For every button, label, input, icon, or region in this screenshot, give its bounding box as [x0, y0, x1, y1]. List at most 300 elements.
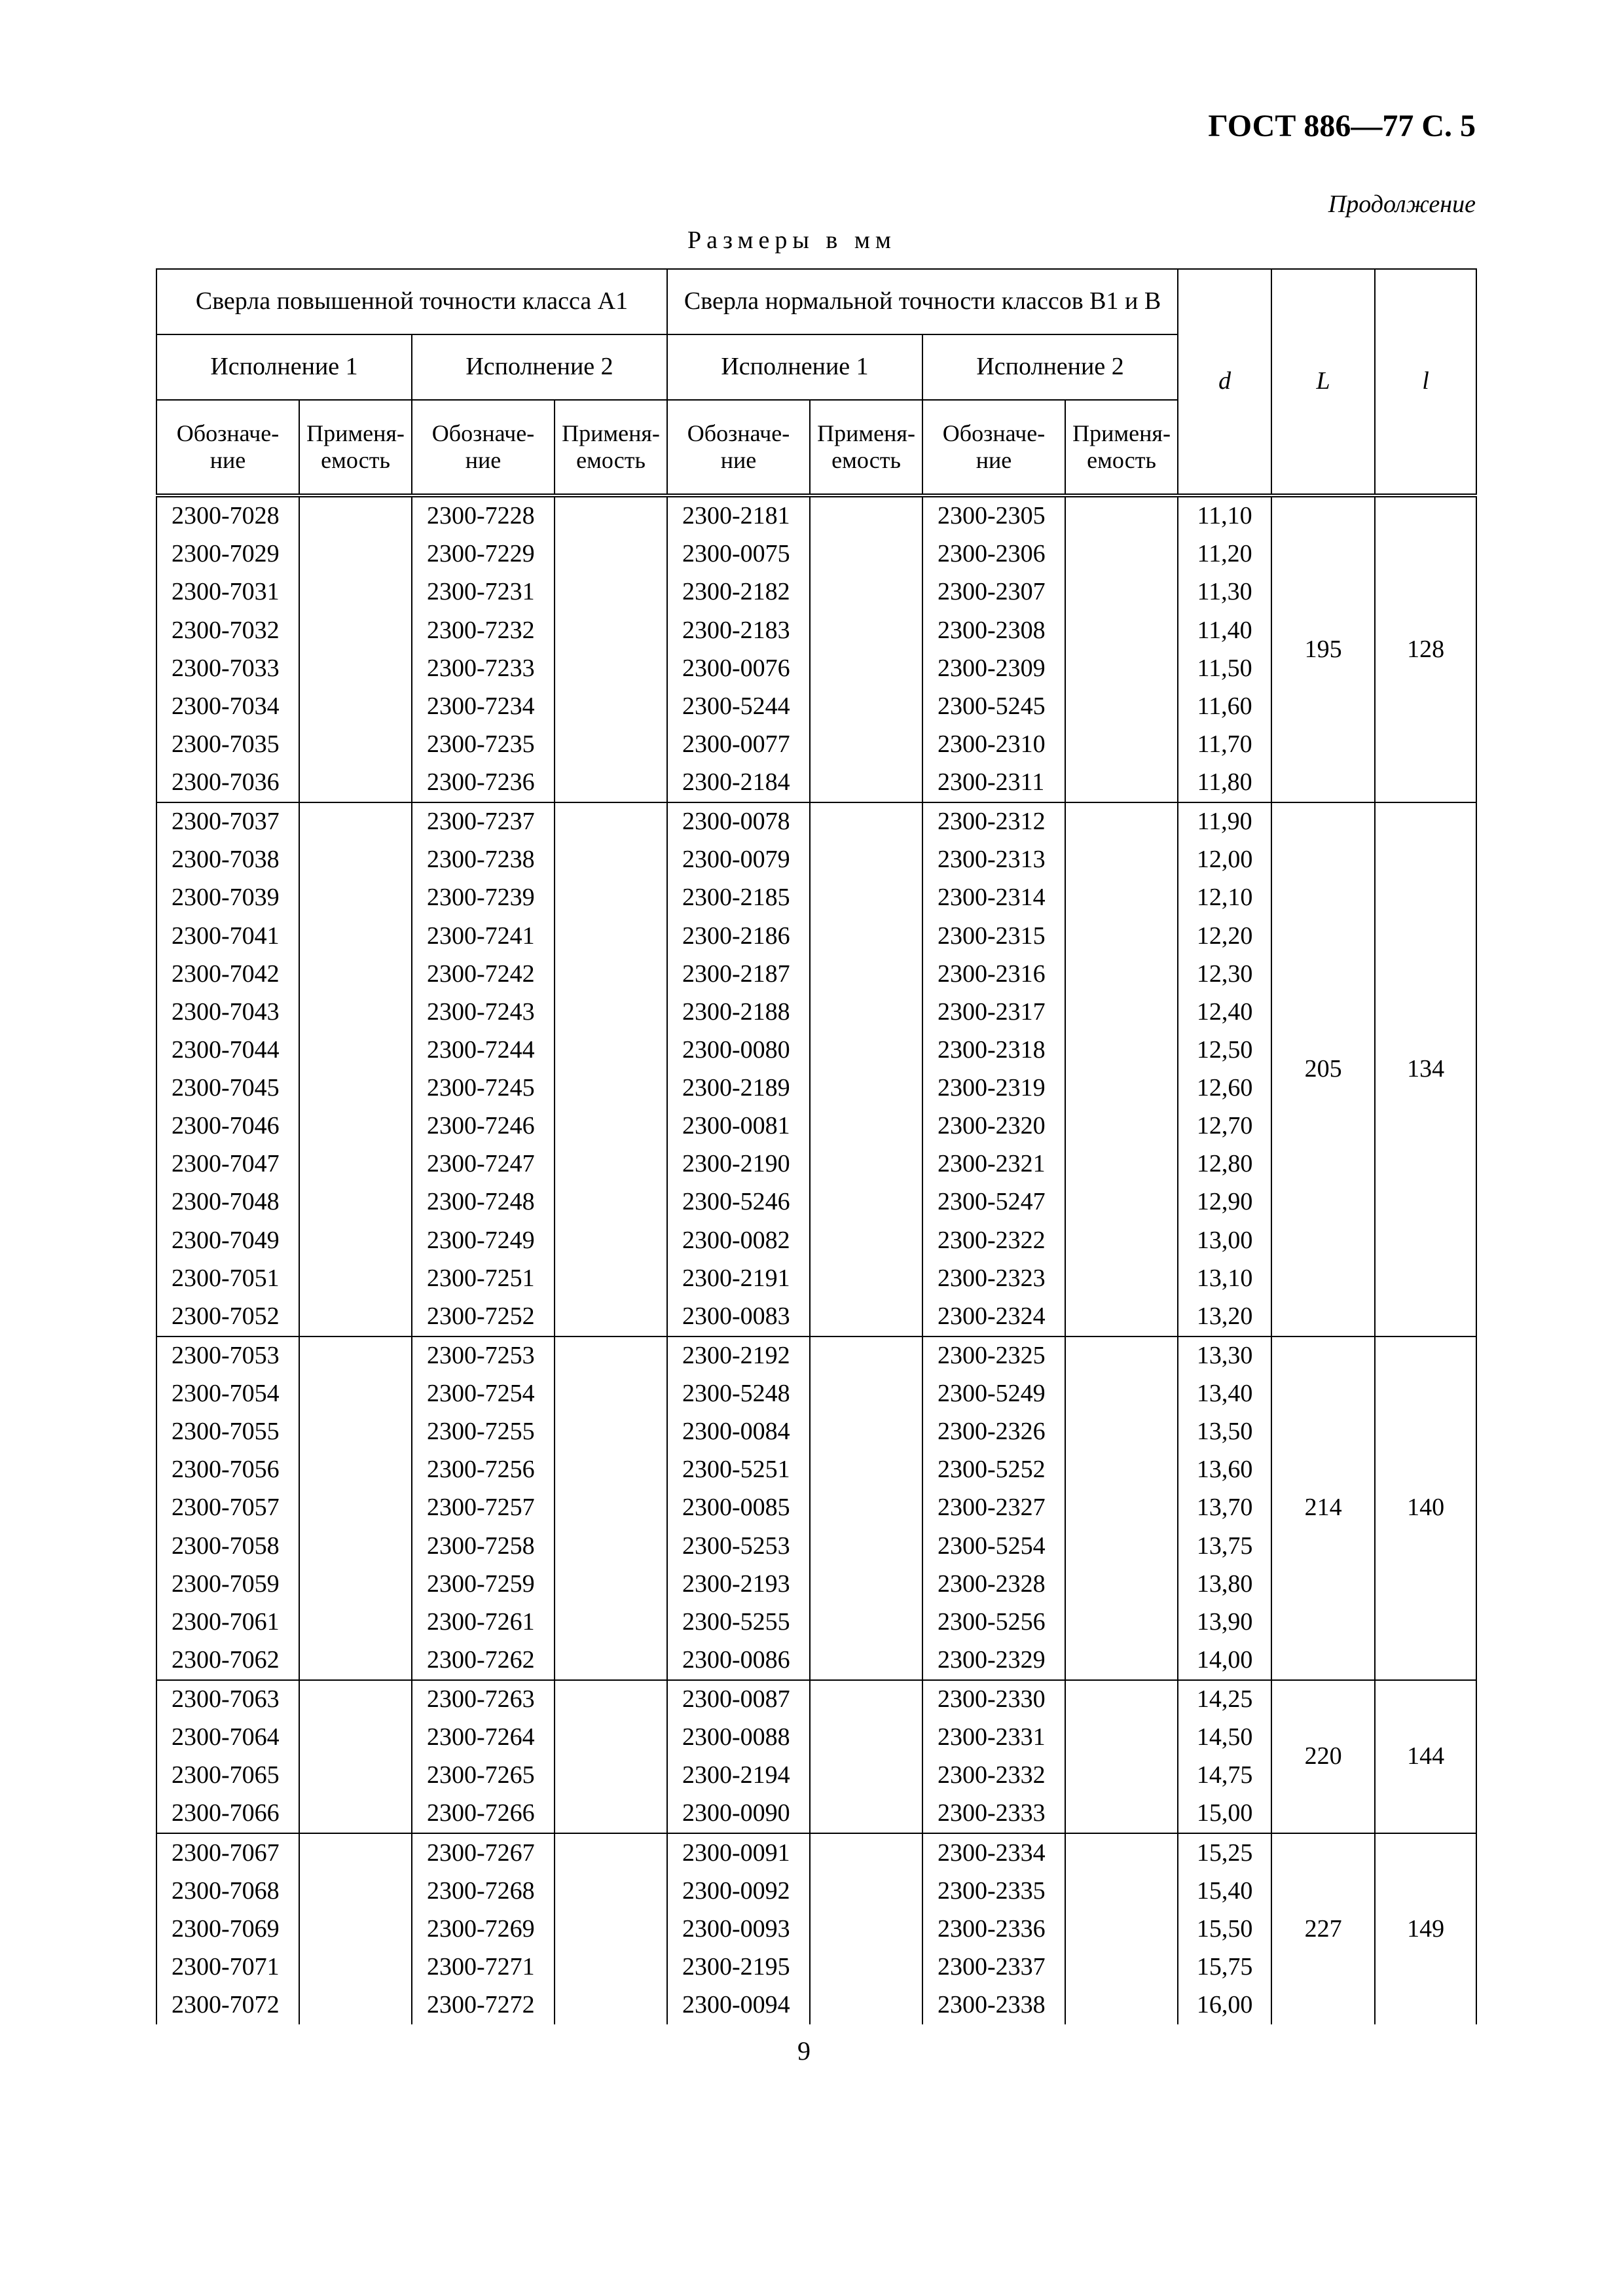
cell-designation-a2: 2300-7263	[412, 1680, 555, 1719]
cell-applicability	[810, 1375, 922, 1413]
cell-applicability	[810, 1948, 922, 1986]
cell-applicability	[810, 1145, 922, 1183]
cell-applicability	[1065, 956, 1178, 994]
cell-designation-b2: 2300-2319	[922, 1069, 1065, 1107]
cell-designation-b2: 2300-2322	[922, 1221, 1065, 1259]
cell-designation-b1: 2300-5251	[667, 1451, 810, 1489]
cell-applicability	[555, 573, 667, 611]
cell-designation-a1: 2300-7047	[156, 1145, 299, 1183]
cell-designation-a2: 2300-7231	[412, 573, 555, 611]
cell-applicability	[299, 650, 412, 688]
cell-designation-b2: 2300-2314	[922, 879, 1065, 917]
cell-designation-b1: 2300-0082	[667, 1221, 810, 1259]
cell-designation-a1: 2300-7053	[156, 1336, 299, 1375]
cell-applicability	[1065, 1489, 1178, 1527]
cell-applicability	[555, 1183, 667, 1221]
cell-designation-a2: 2300-7244	[412, 1031, 555, 1069]
cell-designation-b2: 2300-2335	[922, 1873, 1065, 1910]
cell-designation-a2: 2300-7241	[412, 917, 555, 955]
cell-applicability	[299, 1107, 412, 1145]
cell-applicability	[299, 495, 412, 535]
cell-designation-b1: 2300-2187	[667, 956, 810, 994]
cell-applicability	[810, 1986, 922, 2024]
cell-d: 14,75	[1178, 1757, 1271, 1795]
cell-designation-a2: 2300-7232	[412, 611, 555, 649]
cell-d: 13,40	[1178, 1375, 1271, 1413]
cell-designation-a2: 2300-7233	[412, 650, 555, 688]
cell-designation-a2: 2300-7258	[412, 1527, 555, 1565]
cell-designation-b2: 2300-2331	[922, 1719, 1065, 1757]
cell-d: 13,00	[1178, 1221, 1271, 1259]
header-applicability: Применя- емость	[555, 400, 667, 495]
cell-designation-b1: 2300-2181	[667, 495, 810, 535]
cell-applicability	[299, 1719, 412, 1757]
cell-applicability	[1065, 1680, 1178, 1719]
cell-applicability	[299, 1873, 412, 1910]
cell-designation-a1: 2300-7064	[156, 1719, 299, 1757]
cell-designation-a1: 2300-7038	[156, 841, 299, 879]
cell-d: 13,60	[1178, 1451, 1271, 1489]
cell-designation-b1: 2300-0084	[667, 1413, 810, 1451]
cell-applicability	[555, 1680, 667, 1719]
cell-applicability	[299, 535, 412, 573]
cell-applicability	[810, 1260, 922, 1298]
cell-designation-b2: 2300-2308	[922, 611, 1065, 649]
header-b-exec2: Исполнение 2	[922, 334, 1178, 400]
cell-applicability	[299, 1833, 412, 1872]
cell-designation-a2: 2300-7245	[412, 1069, 555, 1107]
cell-applicability	[299, 1145, 412, 1183]
cell-designation-a2: 2300-7265	[412, 1757, 555, 1795]
cell-designation-b2: 2300-2321	[922, 1145, 1065, 1183]
cell-applicability	[555, 1757, 667, 1795]
cell-designation-b1: 2300-2185	[667, 879, 810, 917]
cell-designation-b1: 2300-5255	[667, 1604, 810, 1641]
cell-d: 13,80	[1178, 1566, 1271, 1604]
cell-applicability	[555, 879, 667, 917]
cell-applicability	[810, 535, 922, 573]
cell-designation-a1: 2300-7029	[156, 535, 299, 573]
cell-d: 12,00	[1178, 841, 1271, 879]
cell-d: 14,25	[1178, 1680, 1271, 1719]
table-row	[156, 1336, 1476, 1375]
cell-designation-a1: 2300-7056	[156, 1451, 299, 1489]
cell-applicability	[810, 917, 922, 955]
cell-designation-b1: 2300-0075	[667, 535, 810, 573]
cell-designation-b1: 2300-0093	[667, 1910, 810, 1948]
cell-applicability	[810, 650, 922, 688]
cell-d: 11,30	[1178, 573, 1271, 611]
cell-d: 11,70	[1178, 726, 1271, 764]
cell-designation-b2: 2300-2311	[922, 764, 1065, 802]
cell-designation-a1: 2300-7066	[156, 1795, 299, 1833]
cell-applicability	[555, 688, 667, 726]
cell-designation-a2: 2300-7248	[412, 1183, 555, 1221]
cell-applicability	[299, 688, 412, 726]
cell-designation-b1: 2300-2190	[667, 1145, 810, 1183]
cell-designation-a2: 2300-7256	[412, 1451, 555, 1489]
cell-designation-b1: 2300-2189	[667, 1069, 810, 1107]
continuation-label: Продолжение	[1328, 190, 1476, 218]
header-designation: Обозначе- ние	[667, 400, 810, 495]
cell-designation-a2: 2300-7238	[412, 841, 555, 879]
cell-designation-b2: 2300-2337	[922, 1948, 1065, 1986]
header-designation: Обозначе- ние	[412, 400, 555, 495]
cell-applicability	[299, 1948, 412, 1986]
cell-applicability	[1065, 1107, 1178, 1145]
cell-d: 13,30	[1178, 1336, 1271, 1375]
cell-applicability	[810, 1221, 922, 1259]
cell-applicability	[555, 1031, 667, 1069]
cell-designation-b2: 2300-2326	[922, 1413, 1065, 1451]
cell-d: 12,90	[1178, 1183, 1271, 1221]
cell-designation-a1: 2300-7063	[156, 1680, 299, 1719]
cell-applicability	[299, 1183, 412, 1221]
page-number: 9	[797, 2036, 811, 2066]
cell-applicability	[1065, 1145, 1178, 1183]
cell-designation-b1: 2300-0094	[667, 1986, 810, 2024]
cell-applicability	[299, 1680, 412, 1719]
cell-designation-b1: 2300-2192	[667, 1336, 810, 1375]
cell-applicability	[1065, 1757, 1178, 1795]
cell-applicability	[299, 1489, 412, 1527]
cell-applicability	[555, 956, 667, 994]
cell-designation-b2: 2300-5254	[922, 1527, 1065, 1565]
cell-applicability	[810, 1489, 922, 1527]
cell-designation-b2: 2300-2315	[922, 917, 1065, 955]
cell-applicability	[1065, 802, 1178, 841]
cell-designation-a1: 2300-7072	[156, 1986, 299, 2024]
cell-designation-b2: 2300-2316	[922, 956, 1065, 994]
cell-designation-a2: 2300-7259	[412, 1566, 555, 1604]
cell-applicability	[555, 994, 667, 1031]
cell-applicability	[810, 1910, 922, 1948]
cell-designation-a1: 2300-7058	[156, 1527, 299, 1565]
cell-designation-b1: 2300-0076	[667, 650, 810, 688]
cell-applicability	[1065, 1719, 1178, 1757]
cell-designation-a1: 2300-7051	[156, 1260, 299, 1298]
cell-d: 13,50	[1178, 1413, 1271, 1451]
cell-designation-a2: 2300-7261	[412, 1604, 555, 1641]
cell-designation-a1: 2300-7037	[156, 802, 299, 841]
cell-applicability	[810, 1527, 922, 1565]
cell-applicability	[299, 573, 412, 611]
cell-designation-a1: 2300-7043	[156, 994, 299, 1031]
cell-d: 12,40	[1178, 994, 1271, 1031]
cell-designation-a1: 2300-7031	[156, 573, 299, 611]
cell-applicability	[555, 1948, 667, 1986]
cell-applicability	[555, 1451, 667, 1489]
cell-designation-a2: 2300-7251	[412, 1260, 555, 1298]
cell-designation-b2: 2300-2338	[922, 1986, 1065, 2024]
cell-applicability	[810, 1107, 922, 1145]
cell-d: 11,20	[1178, 535, 1271, 573]
cell-designation-b1: 2300-5248	[667, 1375, 810, 1413]
cell-designation-b2: 2300-2336	[922, 1910, 1065, 1948]
cell-designation-a1: 2300-7065	[156, 1757, 299, 1795]
cell-applicability	[299, 1451, 412, 1489]
header-applicability: Применя- емость	[1065, 400, 1178, 495]
cell-designation-a2: 2300-7255	[412, 1413, 555, 1451]
cell-d: 14,50	[1178, 1719, 1271, 1757]
cell-designation-a2: 2300-7247	[412, 1145, 555, 1183]
cell-designation-a2: 2300-7229	[412, 535, 555, 573]
cell-applicability	[810, 1873, 922, 1910]
cell-l: 128	[1375, 495, 1476, 802]
cell-designation-b1: 2300-0081	[667, 1107, 810, 1145]
cell-applicability	[555, 1527, 667, 1565]
cell-applicability	[555, 1873, 667, 1910]
cell-applicability	[299, 1298, 412, 1336]
cell-designation-a1: 2300-7071	[156, 1948, 299, 1986]
cell-d: 14,00	[1178, 1641, 1271, 1680]
cell-designation-a2: 2300-7234	[412, 688, 555, 726]
header-applicability: Применя- емость	[810, 400, 922, 495]
cell-applicability	[810, 688, 922, 726]
header-group-a: Сверла повышенной точности класса А1	[156, 269, 667, 334]
cell-applicability	[810, 573, 922, 611]
cell-designation-b1: 2300-0077	[667, 726, 810, 764]
cell-d: 12,80	[1178, 1145, 1271, 1183]
header-applicability: Применя- емость	[299, 400, 412, 495]
cell-applicability	[555, 611, 667, 649]
cell-designation-a2: 2300-7235	[412, 726, 555, 764]
cell-applicability	[299, 1413, 412, 1451]
cell-applicability	[555, 495, 667, 535]
cell-designation-a2: 2300-7267	[412, 1833, 555, 1872]
cell-applicability	[555, 1641, 667, 1680]
document-header: ГОСТ 886—77 С. 5	[1208, 109, 1476, 143]
cell-designation-a2: 2300-7243	[412, 994, 555, 1031]
cell-applicability	[810, 956, 922, 994]
cell-designation-a2: 2300-7239	[412, 879, 555, 917]
cell-applicability	[555, 1719, 667, 1757]
cell-designation-b2: 2300-2313	[922, 841, 1065, 879]
cell-d: 15,25	[1178, 1833, 1271, 1872]
cell-applicability	[299, 611, 412, 649]
cell-designation-b2: 2300-2325	[922, 1336, 1065, 1375]
header-a-exec2: Исполнение 2	[412, 334, 667, 400]
cell-designation-a2: 2300-7269	[412, 1910, 555, 1948]
cell-designation-b2: 2300-5256	[922, 1604, 1065, 1641]
cell-designation-b2: 2300-2323	[922, 1260, 1065, 1298]
cell-designation-b1: 2300-0088	[667, 1719, 810, 1757]
cell-applicability	[810, 994, 922, 1031]
cell-designation-a1: 2300-7054	[156, 1375, 299, 1413]
cell-designation-b1: 2300-0086	[667, 1641, 810, 1680]
header-d: d	[1178, 269, 1271, 495]
cell-l: 144	[1375, 1680, 1476, 1834]
cell-d: 11,10	[1178, 495, 1271, 535]
cell-applicability	[555, 1336, 667, 1375]
cell-designation-b1: 2300-2191	[667, 1260, 810, 1298]
cell-L: 227	[1271, 1833, 1375, 2024]
cell-applicability	[299, 956, 412, 994]
cell-applicability	[555, 802, 667, 841]
cell-designation-b2: 2300-5247	[922, 1183, 1065, 1221]
cell-applicability	[1065, 1986, 1178, 2024]
cell-applicability	[555, 1833, 667, 1872]
cell-applicability	[1065, 1298, 1178, 1336]
cell-designation-a2: 2300-7257	[412, 1489, 555, 1527]
cell-designation-b2: 2300-2332	[922, 1757, 1065, 1795]
cell-d: 12,60	[1178, 1069, 1271, 1107]
cell-designation-a1: 2300-7052	[156, 1298, 299, 1336]
cell-applicability	[1065, 1948, 1178, 1986]
cell-designation-a1: 2300-7035	[156, 726, 299, 764]
cell-applicability	[299, 879, 412, 917]
cell-d: 15,40	[1178, 1873, 1271, 1910]
cell-applicability	[810, 802, 922, 841]
cell-applicability	[555, 1221, 667, 1259]
cell-designation-a2: 2300-7272	[412, 1986, 555, 2024]
cell-applicability	[1065, 1833, 1178, 1872]
cell-applicability	[299, 802, 412, 841]
cell-designation-b1: 2300-2183	[667, 611, 810, 649]
cell-applicability	[810, 1336, 922, 1375]
cell-applicability	[810, 611, 922, 649]
table-row	[156, 495, 1476, 535]
cell-designation-a1: 2300-7045	[156, 1069, 299, 1107]
cell-designation-b1: 2300-5244	[667, 688, 810, 726]
cell-d: 15,00	[1178, 1795, 1271, 1833]
cell-applicability	[299, 764, 412, 802]
cell-applicability	[1065, 841, 1178, 879]
cell-applicability	[555, 764, 667, 802]
cell-designation-a2: 2300-7266	[412, 1795, 555, 1833]
cell-applicability	[299, 1336, 412, 1375]
cell-designation-b1: 2300-0090	[667, 1795, 810, 1833]
units-caption: Размеры в мм	[687, 226, 896, 254]
cell-d: 12,10	[1178, 879, 1271, 917]
cell-applicability	[1065, 495, 1178, 535]
table-row	[156, 1833, 1476, 1872]
cell-applicability	[1065, 535, 1178, 573]
cell-designation-b1: 2300-5253	[667, 1527, 810, 1565]
cell-designation-a1: 2300-7039	[156, 879, 299, 917]
header-l: l	[1375, 269, 1476, 495]
cell-applicability	[299, 1260, 412, 1298]
cell-applicability	[810, 1641, 922, 1680]
cell-d: 15,50	[1178, 1910, 1271, 1948]
cell-applicability	[299, 1527, 412, 1565]
cell-designation-a1: 2300-7061	[156, 1604, 299, 1641]
cell-designation-a2: 2300-7249	[412, 1221, 555, 1259]
cell-applicability	[810, 1298, 922, 1336]
cell-applicability	[299, 1757, 412, 1795]
cell-applicability	[299, 1910, 412, 1948]
cell-d: 16,00	[1178, 1986, 1271, 2024]
cell-designation-b1: 2300-2195	[667, 1948, 810, 1986]
cell-designation-a1: 2300-7028	[156, 495, 299, 535]
cell-applicability	[810, 1833, 922, 1872]
cell-designation-b1: 2300-2182	[667, 573, 810, 611]
cell-applicability	[299, 841, 412, 879]
cell-designation-b1: 2300-0079	[667, 841, 810, 879]
cell-applicability	[555, 726, 667, 764]
cell-designation-a1: 2300-7057	[156, 1489, 299, 1527]
cell-applicability	[555, 1986, 667, 2024]
cell-applicability	[810, 1566, 922, 1604]
cell-d: 13,20	[1178, 1298, 1271, 1336]
cell-d: 12,20	[1178, 917, 1271, 955]
cell-d: 11,90	[1178, 802, 1271, 841]
cell-designation-b2: 2300-5249	[922, 1375, 1065, 1413]
cell-applicability	[810, 841, 922, 879]
cell-designation-a1: 2300-7068	[156, 1873, 299, 1910]
cell-applicability	[299, 1069, 412, 1107]
cell-designation-b1: 2300-2186	[667, 917, 810, 955]
cell-applicability	[1065, 1336, 1178, 1375]
cell-designation-a1: 2300-7032	[156, 611, 299, 649]
cell-applicability	[810, 1719, 922, 1757]
cell-applicability	[299, 994, 412, 1031]
cell-designation-b1: 2300-0078	[667, 802, 810, 841]
cell-d: 15,75	[1178, 1948, 1271, 1986]
cell-d: 13,10	[1178, 1260, 1271, 1298]
cell-applicability	[810, 1680, 922, 1719]
cell-d: 11,80	[1178, 764, 1271, 802]
cell-d: 12,30	[1178, 956, 1271, 994]
cell-d: 13,75	[1178, 1527, 1271, 1565]
cell-designation-b2: 2300-2317	[922, 994, 1065, 1031]
cell-designation-b2: 2300-2306	[922, 535, 1065, 573]
cell-designation-a2: 2300-7242	[412, 956, 555, 994]
cell-designation-a1: 2300-7062	[156, 1641, 299, 1680]
cell-l: 140	[1375, 1336, 1476, 1680]
cell-d: 11,40	[1178, 611, 1271, 649]
cell-applicability	[1065, 688, 1178, 726]
cell-designation-a2: 2300-7264	[412, 1719, 555, 1757]
cell-applicability	[299, 1221, 412, 1259]
cell-applicability	[1065, 917, 1178, 955]
cell-applicability	[1065, 879, 1178, 917]
cell-applicability	[555, 1489, 667, 1527]
cell-designation-a1: 2300-7046	[156, 1107, 299, 1145]
cell-applicability	[299, 726, 412, 764]
cell-designation-b1: 2300-2193	[667, 1566, 810, 1604]
cell-applicability	[1065, 1069, 1178, 1107]
cell-L: 195	[1271, 495, 1375, 802]
cell-designation-a2: 2300-7254	[412, 1375, 555, 1413]
cell-designation-a1: 2300-7067	[156, 1833, 299, 1872]
cell-applicability	[1065, 1260, 1178, 1298]
cell-designation-b1: 2300-5246	[667, 1183, 810, 1221]
cell-designation-a2: 2300-7237	[412, 802, 555, 841]
cell-applicability	[555, 917, 667, 955]
cell-designation-b1: 2300-2184	[667, 764, 810, 802]
cell-designation-b1: 2300-0087	[667, 1680, 810, 1719]
cell-designation-b1: 2300-2188	[667, 994, 810, 1031]
cell-applicability	[1065, 1183, 1178, 1221]
cell-designation-a2: 2300-7252	[412, 1298, 555, 1336]
cell-designation-b1: 2300-0080	[667, 1031, 810, 1069]
cell-applicability	[1065, 994, 1178, 1031]
cell-applicability	[299, 1566, 412, 1604]
cell-applicability	[810, 879, 922, 917]
cell-applicability	[1065, 650, 1178, 688]
cell-designation-a1: 2300-7048	[156, 1183, 299, 1221]
cell-designation-a1: 2300-7036	[156, 764, 299, 802]
cell-applicability	[1065, 1221, 1178, 1259]
table-header	[156, 269, 1476, 495]
cell-designation-b2: 2300-2312	[922, 802, 1065, 841]
cell-L: 214	[1271, 1336, 1375, 1680]
cell-applicability	[299, 1795, 412, 1833]
cell-applicability	[1065, 726, 1178, 764]
cell-applicability	[299, 917, 412, 955]
cell-designation-a1: 2300-7055	[156, 1413, 299, 1451]
